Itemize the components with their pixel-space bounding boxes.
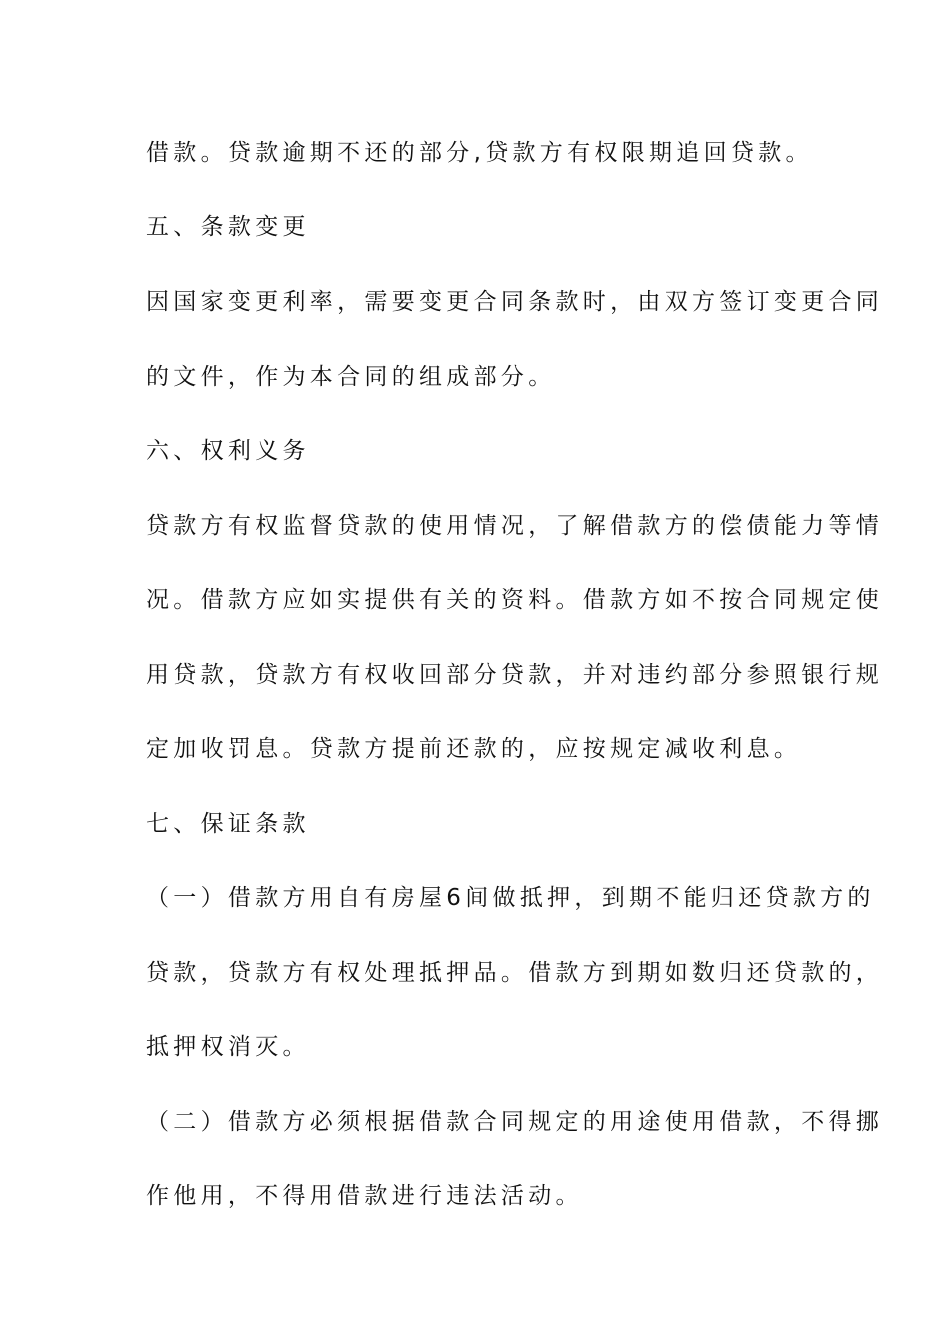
- paragraph-line: 贷款方有权监督贷款的使用情况，了解借款方的偿债能力等情: [146, 513, 884, 539]
- section-heading-clause-change: 五、条款变更: [146, 214, 310, 240]
- paragraph-line: （一）借款方用自有房屋6间做抵押，到期不能归还贷款方的: [146, 885, 875, 911]
- paragraph-line: （二）借款方必须根据借款合同规定的用途使用借款，不得挪: [146, 1109, 884, 1135]
- section-heading-guarantee-clause: 七、保证条款: [146, 811, 310, 837]
- paragraph-line: 借款。贷款逾期不还的部分,贷款方有权限期追回贷款。: [146, 140, 813, 166]
- paragraph-line: 抵押权消灭。: [146, 1034, 310, 1060]
- paragraph-line: 的文件，作为本合同的组成部分。: [146, 364, 556, 390]
- paragraph-line: 定加收罚息。贷款方提前还款的，应按规定减收利息。: [146, 736, 802, 762]
- paragraph-line: 贷款，贷款方有权处理抵押品。借款方到期如数归还贷款的，: [146, 960, 884, 986]
- paragraph-line: 用贷款，贷款方有权收回部分贷款，并对违约部分参照银行规: [146, 662, 884, 688]
- paragraph-line: 作他用，不得用借款进行违法活动。: [146, 1183, 583, 1209]
- paragraph-line: 况。借款方应如实提供有关的资料。借款方如不按合同规定使: [146, 587, 884, 613]
- section-heading-rights-obligations: 六、权利义务: [146, 438, 310, 464]
- paragraph-line: 因国家变更利率，需要变更合同条款时，由双方签订变更合同: [146, 289, 884, 315]
